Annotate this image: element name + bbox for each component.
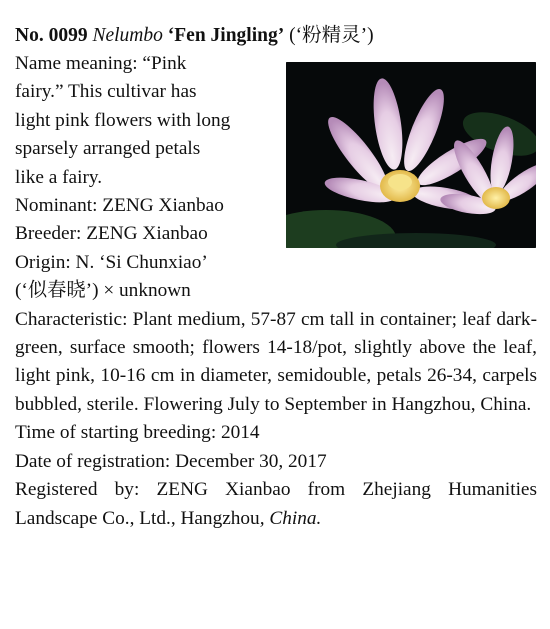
entry-heading <box>15 22 537 50</box>
origin-parent-line: (‘似春晓’) × unknown <box>15 280 191 302</box>
chinese-name: (‘粉精灵’) <box>289 25 374 46</box>
origin-line: Origin: N. ‘Si Chunxiao’ <box>15 251 208 273</box>
entry-number: No. 0099 <box>15 25 88 46</box>
time-of-starting-breeding: Time of starting breeding: 2014 <box>15 422 260 444</box>
genus-name: Nelumbo <box>92 25 163 46</box>
registered-by: Registered by: ZENG Xianbao from Zhejiang Humanities Landscape Co., Ltd., Hangzhou <box>15 479 537 529</box>
date-of-registration: Date of registration: December 30, 2017 <box>15 450 327 472</box>
details-block <box>15 306 537 533</box>
registered-place: , China. <box>259 507 322 529</box>
cultivar-name: ‘Fen Jingling’ <box>167 25 285 46</box>
name-meaning-line: like a fairy. <box>15 166 103 188</box>
name-meaning-line: light pink flowers with long <box>15 109 231 131</box>
name-meaning-line: sparsely arranged petals <box>15 138 201 160</box>
registered-by-text <box>15 476 537 533</box>
breeder-line: Breeder: ZENG Xianbao <box>15 223 208 245</box>
lotus-flower-illustration <box>286 62 536 248</box>
lotus-flower-photo <box>286 62 536 248</box>
name-meaning-line: fairy.” This cultivar has <box>15 81 197 103</box>
name-meaning-line: Name meaning: “Pink <box>15 53 187 74</box>
name-meaning-block <box>15 50 283 306</box>
characteristic-text: Characteristic: Plant medium, 57-87 cm tall in container; leaf dark-green, surface smooth; flowers 14-18/pot, slightly above the leaf, light pink, 10-16 cm in diameter, semidouble, petals 26-34, carpels bubbled, sterile. Flowering July to September in Hangzhou, China. <box>15 308 537 415</box>
nominant-line: Nominant: ZENG Xianbao <box>15 195 224 217</box>
